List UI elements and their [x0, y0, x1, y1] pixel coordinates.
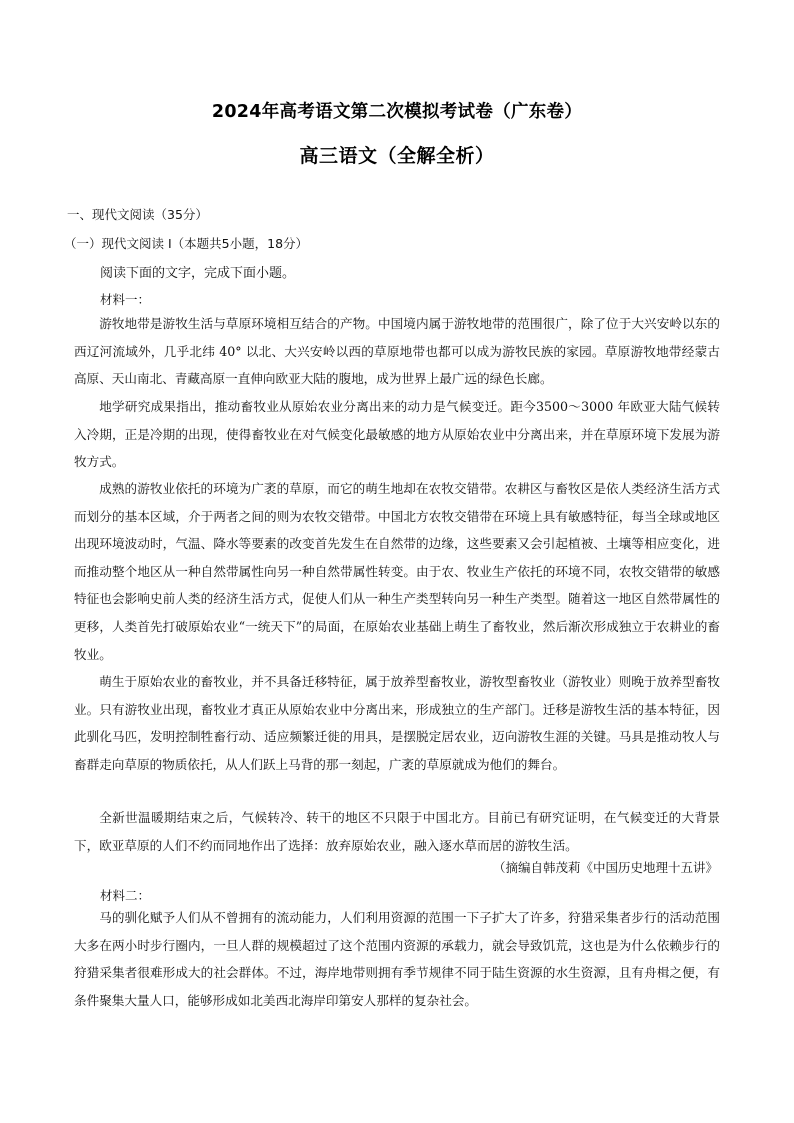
- material-1-paragraph: 地学研究成果指出，推动畜牧业从原始农业分离出来的动力是气候变迁。距今3500～3000 年欧亚大陆气候转入冷期，正是冷期的出现，使得畜牧业在对气候变化最敏感的地方从原始农业中分离出来，并在草原环境下发展为游牧方式。: [74, 399, 720, 470]
- material-2-label: 材料二：: [100, 888, 151, 903]
- material-1-source: （摘编自韩茂莉《中国历史地理十五讲》: [492, 860, 718, 875]
- material-2-paragraph: 马的驯化赋予人们从不曾拥有的流动能力，人们利用资源的范围一下子扩大了许多，狩猎采集者步行的活动范围大多在两小时步行圈内，一旦人群的规模超过了这个范围内资源的承载力，就会导致饥荒，这也是为什么依赖步行的狩猎采集者很难形成大的社会群体。不过，海岸地带则拥有季节规律不同于陆生资源的水生资源，且有舟楫之便，有条件聚集大量人口，能够形成如北美西北海岸印第安人那样的复杂社会。: [74, 910, 720, 1008]
- material-1-label: 材料一：: [100, 292, 151, 307]
- material-1-paragraph: 成熟的游牧业依托的环境为广袤的草原，而它的萌生地却在农牧交错带。农耕区与畜牧区是依人类经济生活方式而划分的基本区域，介于两者之间的则为农牧交错带。中国北方农牧交错带在环境上具有敏感特征，每当全球或地区出现环境波动时，气温、降水等要素的改变首先发生在自然带的边缘，这些要素又会引起植被、土壤等相应变化，进而推动整个地区从一种自然带属性向另一种自然带属性转变。由于农、牧业生产依托的环境不同，农牧交错带的敏感特征也会影响史前人类的经济生活方式，促使人们从一种生产类型转向另一种生产类型。随着这一地区自然带属性的更移，人类首先打破原始农业“一统天下”的局面，在原始农业基础上萌生了畜牧业，然后渐次形成独立于农耕业的畜牧业。: [74, 481, 720, 662]
- instruction-text: 阅读下面的文字，完成下面小题。: [100, 266, 296, 281]
- material-1-paragraph: 萌生于原始农业的畜牧业，并不具备迁移特征，属于放养型畜牧业，游牧型畜牧业（游牧业）则晚于放养型畜牧业。只有游牧业出现，畜牧业才真正从原始农业中分离出来，形成独立的生产部门。迁移是游牧生活的基本特征，因此驯化马匹，发明控制牲畜行动、适应频繁迁徙的用具，是摆脱定居农业，迈向游牧生涯的关键。马具是推动牧人与畜群走向草原的物质依托，从人们跃上马背的那一刻起，广袤的草原就成为他们的舞台。: [74, 674, 720, 772]
- material-1-paragraph: 全新世温暖期结束之后，气候转冷、转干的地区不只限于中国北方。目前已有研究证明，在气候变迁的大背景下，欧亚草原的人们不约而同地作出了选择：放弃原始农业，融入逐水草而居的游牧生活。: [74, 810, 720, 853]
- document-title: 2024年高考语文第二次模拟考试卷（广东卷）: [211, 102, 583, 122]
- material-1-paragraph: 游牧地带是游牧生活与草原环境相互结合的产物。中国境内属于游牧地带的范围很广，除了位于大兴安岭以东的西辽河流域外，几乎北纬 40° 以北、大兴安岭以西的草原地带也都可以成为游牧民族的家园。草原游牧地带经蒙古高原、天山南北、青藏高原一直伸向欧亚大陆的腹地，成为世界上最广远的绿色长廊。: [74, 316, 720, 387]
- sub-heading: （一）现代文阅读 I（本题共5小题，18分）: [64, 236, 309, 251]
- document-subtitle: 高三语文（全解全析）: [299, 145, 495, 167]
- section-heading: 一、现代文阅读（35分）: [67, 207, 208, 222]
